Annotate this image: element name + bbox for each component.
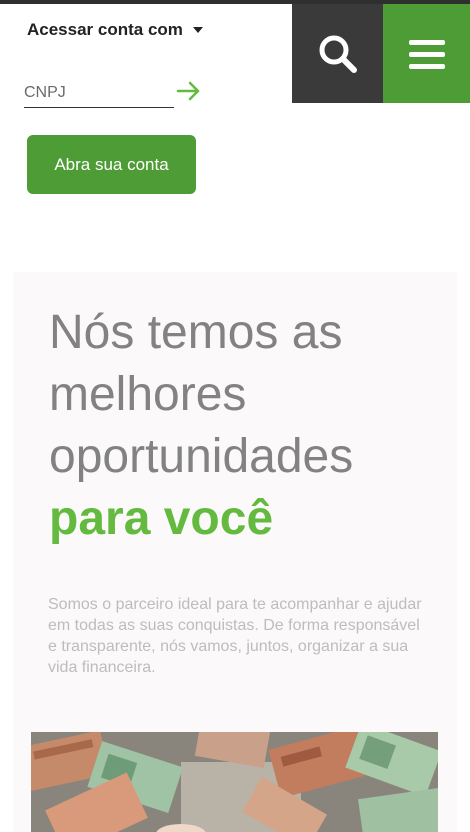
banknotes-illustration bbox=[31, 732, 438, 832]
hero-title-line-3: oportunidades bbox=[49, 430, 354, 483]
search-button[interactable] bbox=[292, 4, 383, 103]
cnpj-input[interactable] bbox=[24, 78, 174, 107]
hero-title-accent: para você bbox=[49, 492, 274, 545]
hero-title-line-1: Nós temos as bbox=[49, 306, 343, 359]
money-photo bbox=[31, 732, 438, 832]
menu-button[interactable] bbox=[383, 4, 470, 103]
cnpj-submit-button[interactable] bbox=[176, 80, 202, 102]
arrow-right-icon bbox=[176, 80, 202, 102]
cnpj-field-wrapper bbox=[24, 78, 174, 108]
hamburger-icon bbox=[409, 38, 445, 70]
open-account-button[interactable]: Abra sua conta bbox=[27, 135, 196, 194]
hero-title-line-2: melhores bbox=[49, 368, 247, 421]
search-icon bbox=[317, 33, 359, 75]
account-access-label: Acessar conta com bbox=[27, 20, 183, 39]
hero-title bbox=[49, 302, 439, 550]
hero-description: Somos o parceiro ideal para te acompanhar e ajudar em todas as suas conquistas. De forma responsável e transparente, nós vamos, juntos, organizar a sua vida financeira. bbox=[48, 596, 422, 676]
account-access-dropdown[interactable] bbox=[27, 20, 203, 40]
caret-down-icon bbox=[193, 27, 203, 33]
hero-section bbox=[13, 272, 457, 832]
